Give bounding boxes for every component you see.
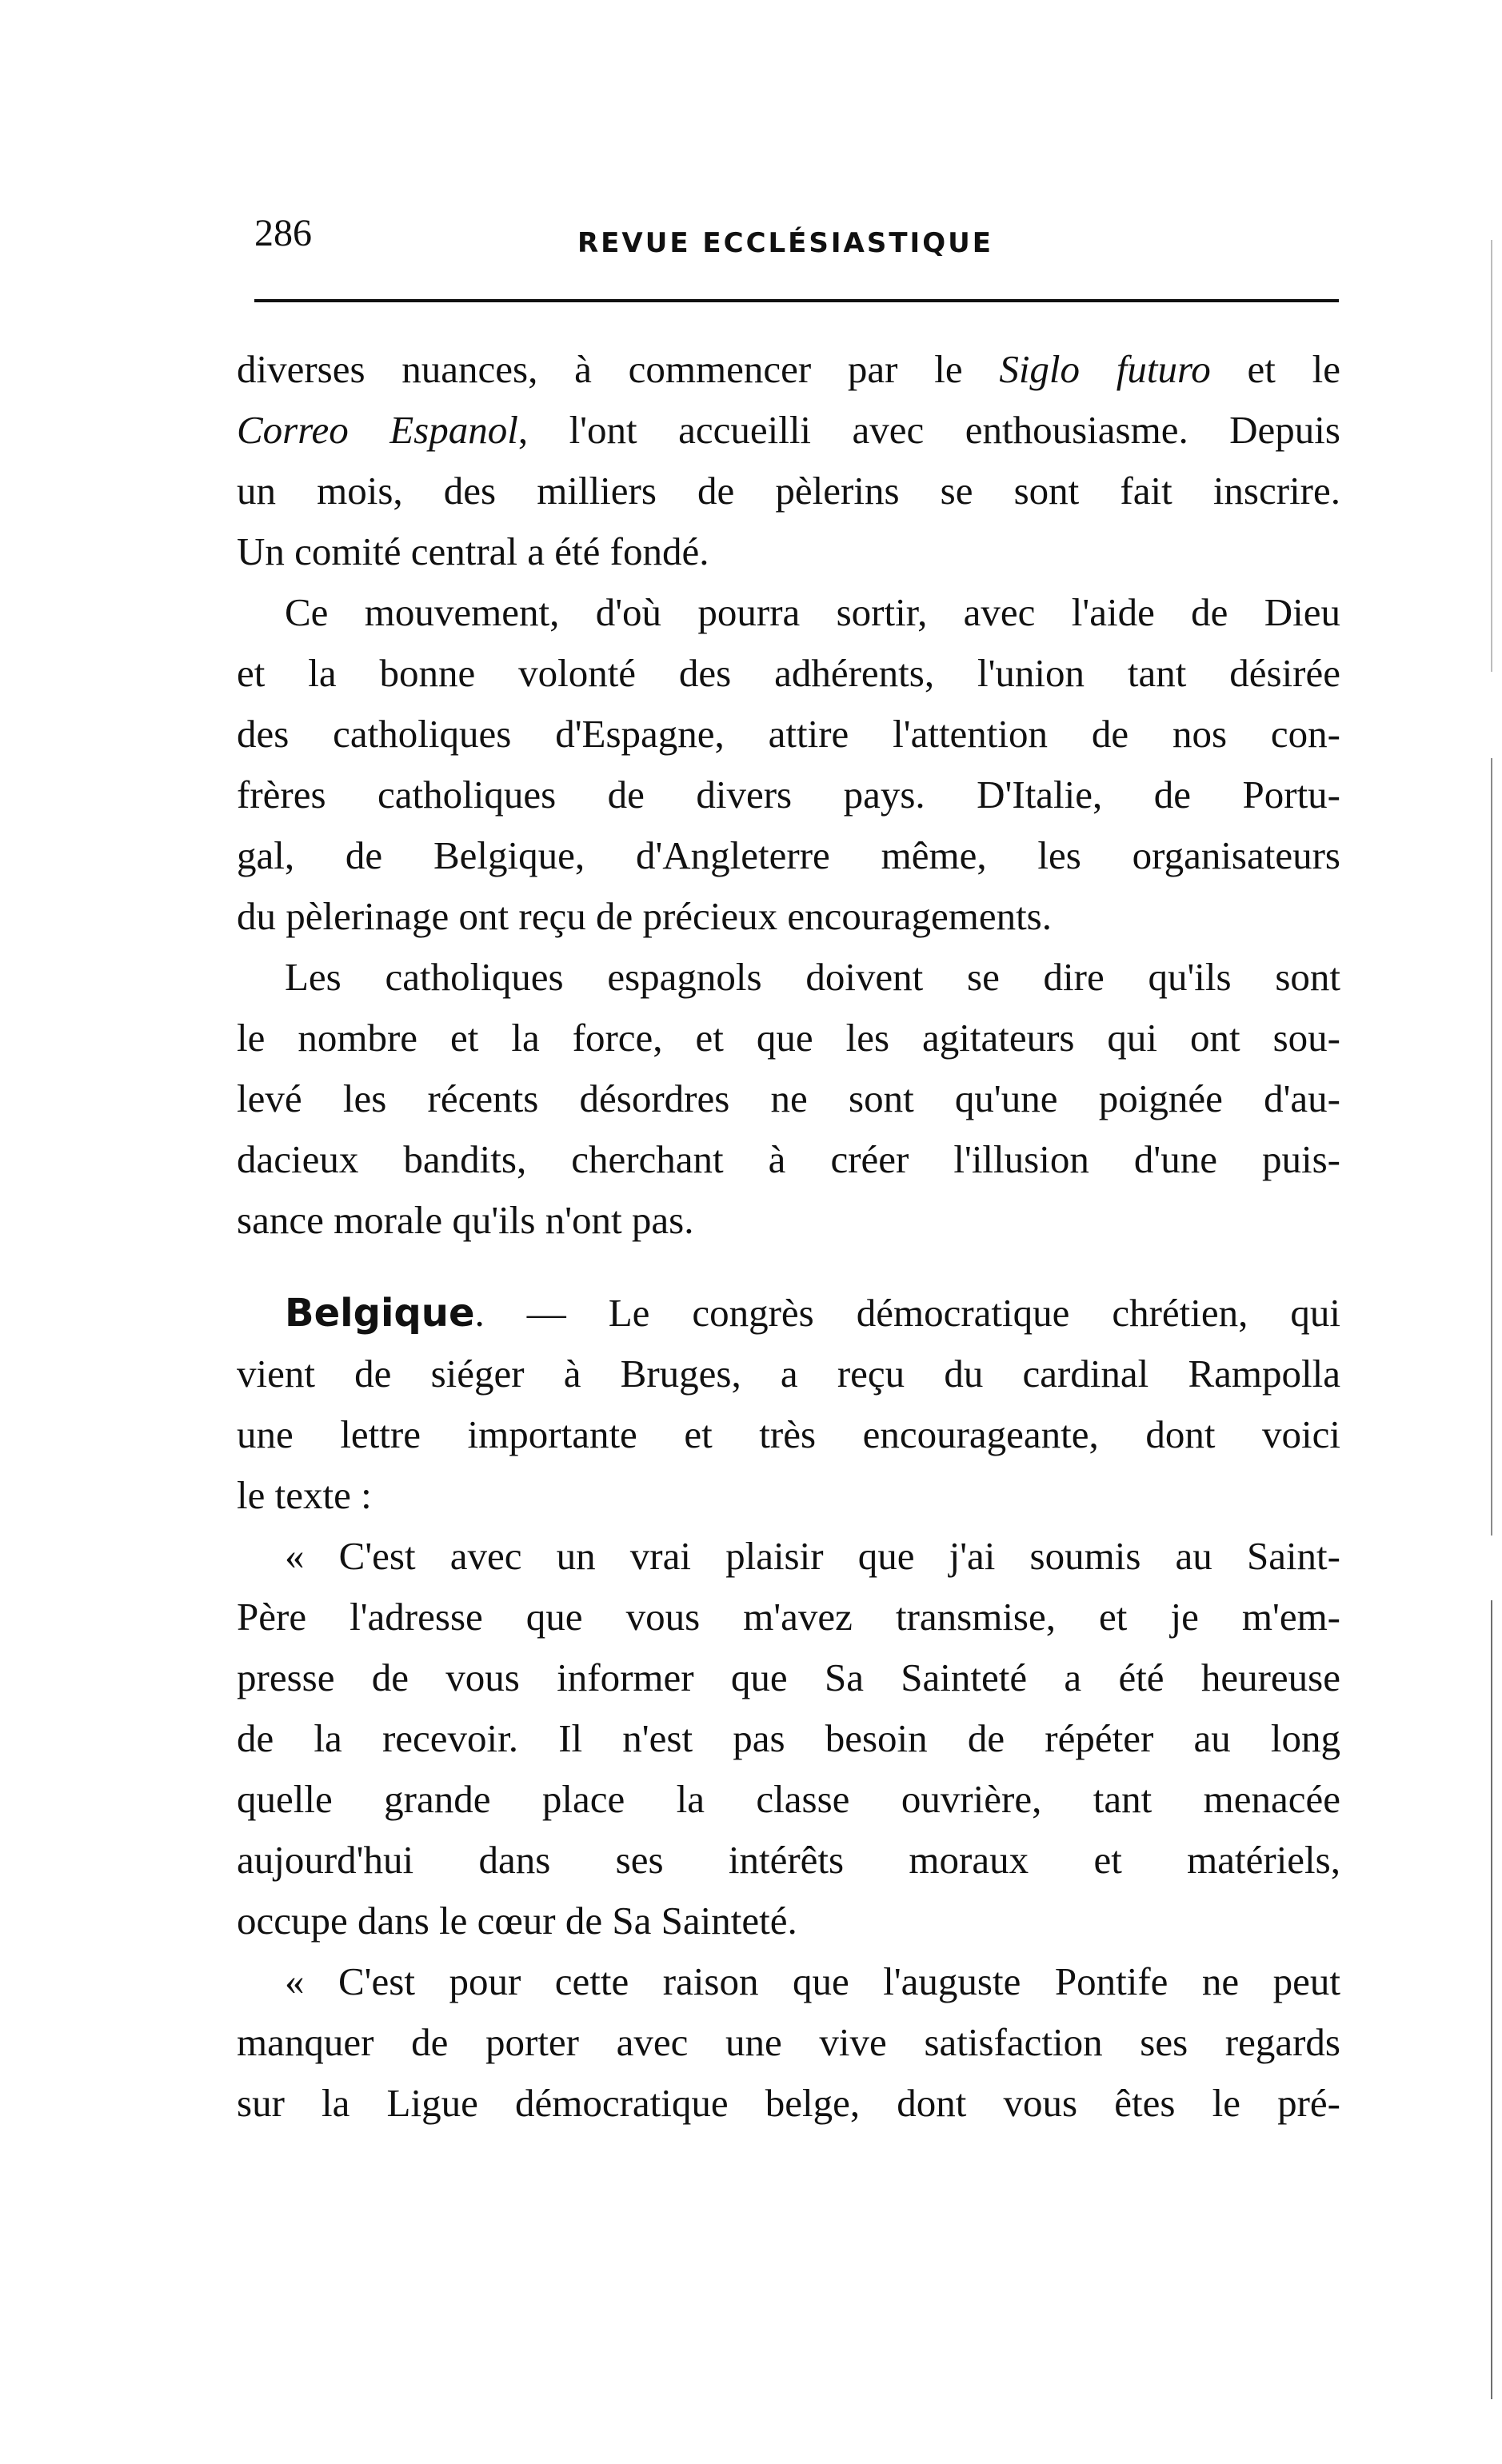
quotation-paragraph-2-line-1: « C'est pour cette raison que l'auguste Pontife ne peut xyxy=(285,1959,1340,2003)
paragraph-3-line-2: le nombre et la force, et que les agitateurs qui ont sou- xyxy=(237,1016,1340,1060)
newspaper-title-correo-espanol: Correo Espanol xyxy=(237,408,518,452)
quotation-paragraph-1-line-3: presse de vous informer que Sa Sainteté a été heureuse xyxy=(237,1655,1340,1699)
article-text xyxy=(237,339,1340,2134)
paragraph-2-line-2: et la bonne volonté des adhérents, l'union tant désirée xyxy=(237,651,1340,695)
paragraph-3-line-4: dacieux bandits, cherchant à créer l'illusion d'une puis- xyxy=(237,1137,1340,1181)
paragraph-1-line-1 xyxy=(237,339,1340,400)
page-number: 286 xyxy=(254,212,312,254)
paragraph-4-line-1 xyxy=(237,1283,1340,1344)
paragraph-2-line-6: du pèlerinage ont reçu de précieux encouragements. xyxy=(237,894,1052,938)
paragraph-4-line-3: une lettre importante et très encourageante, dont voici xyxy=(237,1412,1340,1456)
quotation-paragraph-1-line-5: quelle grande place la classe ouvrière, tant menacée xyxy=(237,1777,1340,1821)
text-span: , l'ont accueilli avec enthousiasme. Depuis xyxy=(517,408,1340,452)
page-header xyxy=(254,210,1337,266)
text-span: . — Le congrès démocratique chrétien, qui xyxy=(474,1291,1340,1335)
paragraph-2-line-3: des catholiques d'Espagne, attire l'attention de nos con- xyxy=(237,712,1340,756)
paragraph-4-line-2: vient de siéger à Bruges, a reçu du cardinal Rampolla xyxy=(237,1352,1340,1396)
quotation-paragraph-1-line-7: occupe dans le cœur de Sa Sainteté. xyxy=(237,1899,797,1943)
paragraph-2-line-1: Ce mouvement, d'où pourra sortir, avec l'aide de Dieu xyxy=(285,590,1340,634)
paragraph-2-line-5: gal, de Belgique, d'Angleterre même, les organisateurs xyxy=(237,833,1340,877)
paragraph-3-line-3: levé les récents désordres ne sont qu'une poignée d'au- xyxy=(237,1076,1340,1120)
quotation-paragraph-1-line-2: Père l'adresse que vous m'avez transmise, et je m'em- xyxy=(237,1595,1340,1639)
section-heading-belgique: Belgique xyxy=(285,1291,475,1336)
paragraph-4-line-4: le texte : xyxy=(237,1473,372,1517)
running-title: REVUE ECCLÉSIASTIQUE xyxy=(577,227,993,259)
paragraph-1-line-4: Un comité central a été fondé. xyxy=(237,529,709,573)
quotation-paragraph-2-line-3: sur la Ligue démocratique belge, dont vous êtes le pré- xyxy=(237,2081,1340,2125)
quotation-paragraph-1-line-6: aujourd'hui dans ses intérêts moraux et matériels, xyxy=(237,1838,1340,1882)
text-span: diverses nuances, à commencer par le xyxy=(237,347,1000,391)
header-rule xyxy=(254,299,1339,302)
paragraph-2-line-4: frères catholiques de divers pays. D'Italie, de Portu- xyxy=(237,773,1340,817)
text-span: et le xyxy=(1210,347,1340,391)
quotation-paragraph-1-line-4: de la recevoir. Il n'est pas besoin de répéter au long xyxy=(237,1716,1340,1760)
paragraph-1-line-3: un mois, des milliers de pèlerins se sont fait inscrire. xyxy=(237,469,1340,513)
quotation-paragraph-2-line-2: manquer de porter avec une vive satisfaction ses regards xyxy=(237,2020,1340,2064)
quotation-paragraph-1-line-1: « C'est avec un vrai plaisir que j'ai soumis au Saint- xyxy=(285,1534,1340,1578)
page-edge-shadow xyxy=(1491,240,1492,2399)
newspaper-title-siglo-futuro: Siglo futuro xyxy=(999,347,1211,391)
paragraph-3-line-1: Les catholiques espagnols doivent se dire qu'ils sont xyxy=(285,955,1340,999)
paragraph-3-line-5: sance morale qu'ils n'ont pas. xyxy=(237,1198,694,1242)
paragraph-1-line-2 xyxy=(237,400,1340,461)
